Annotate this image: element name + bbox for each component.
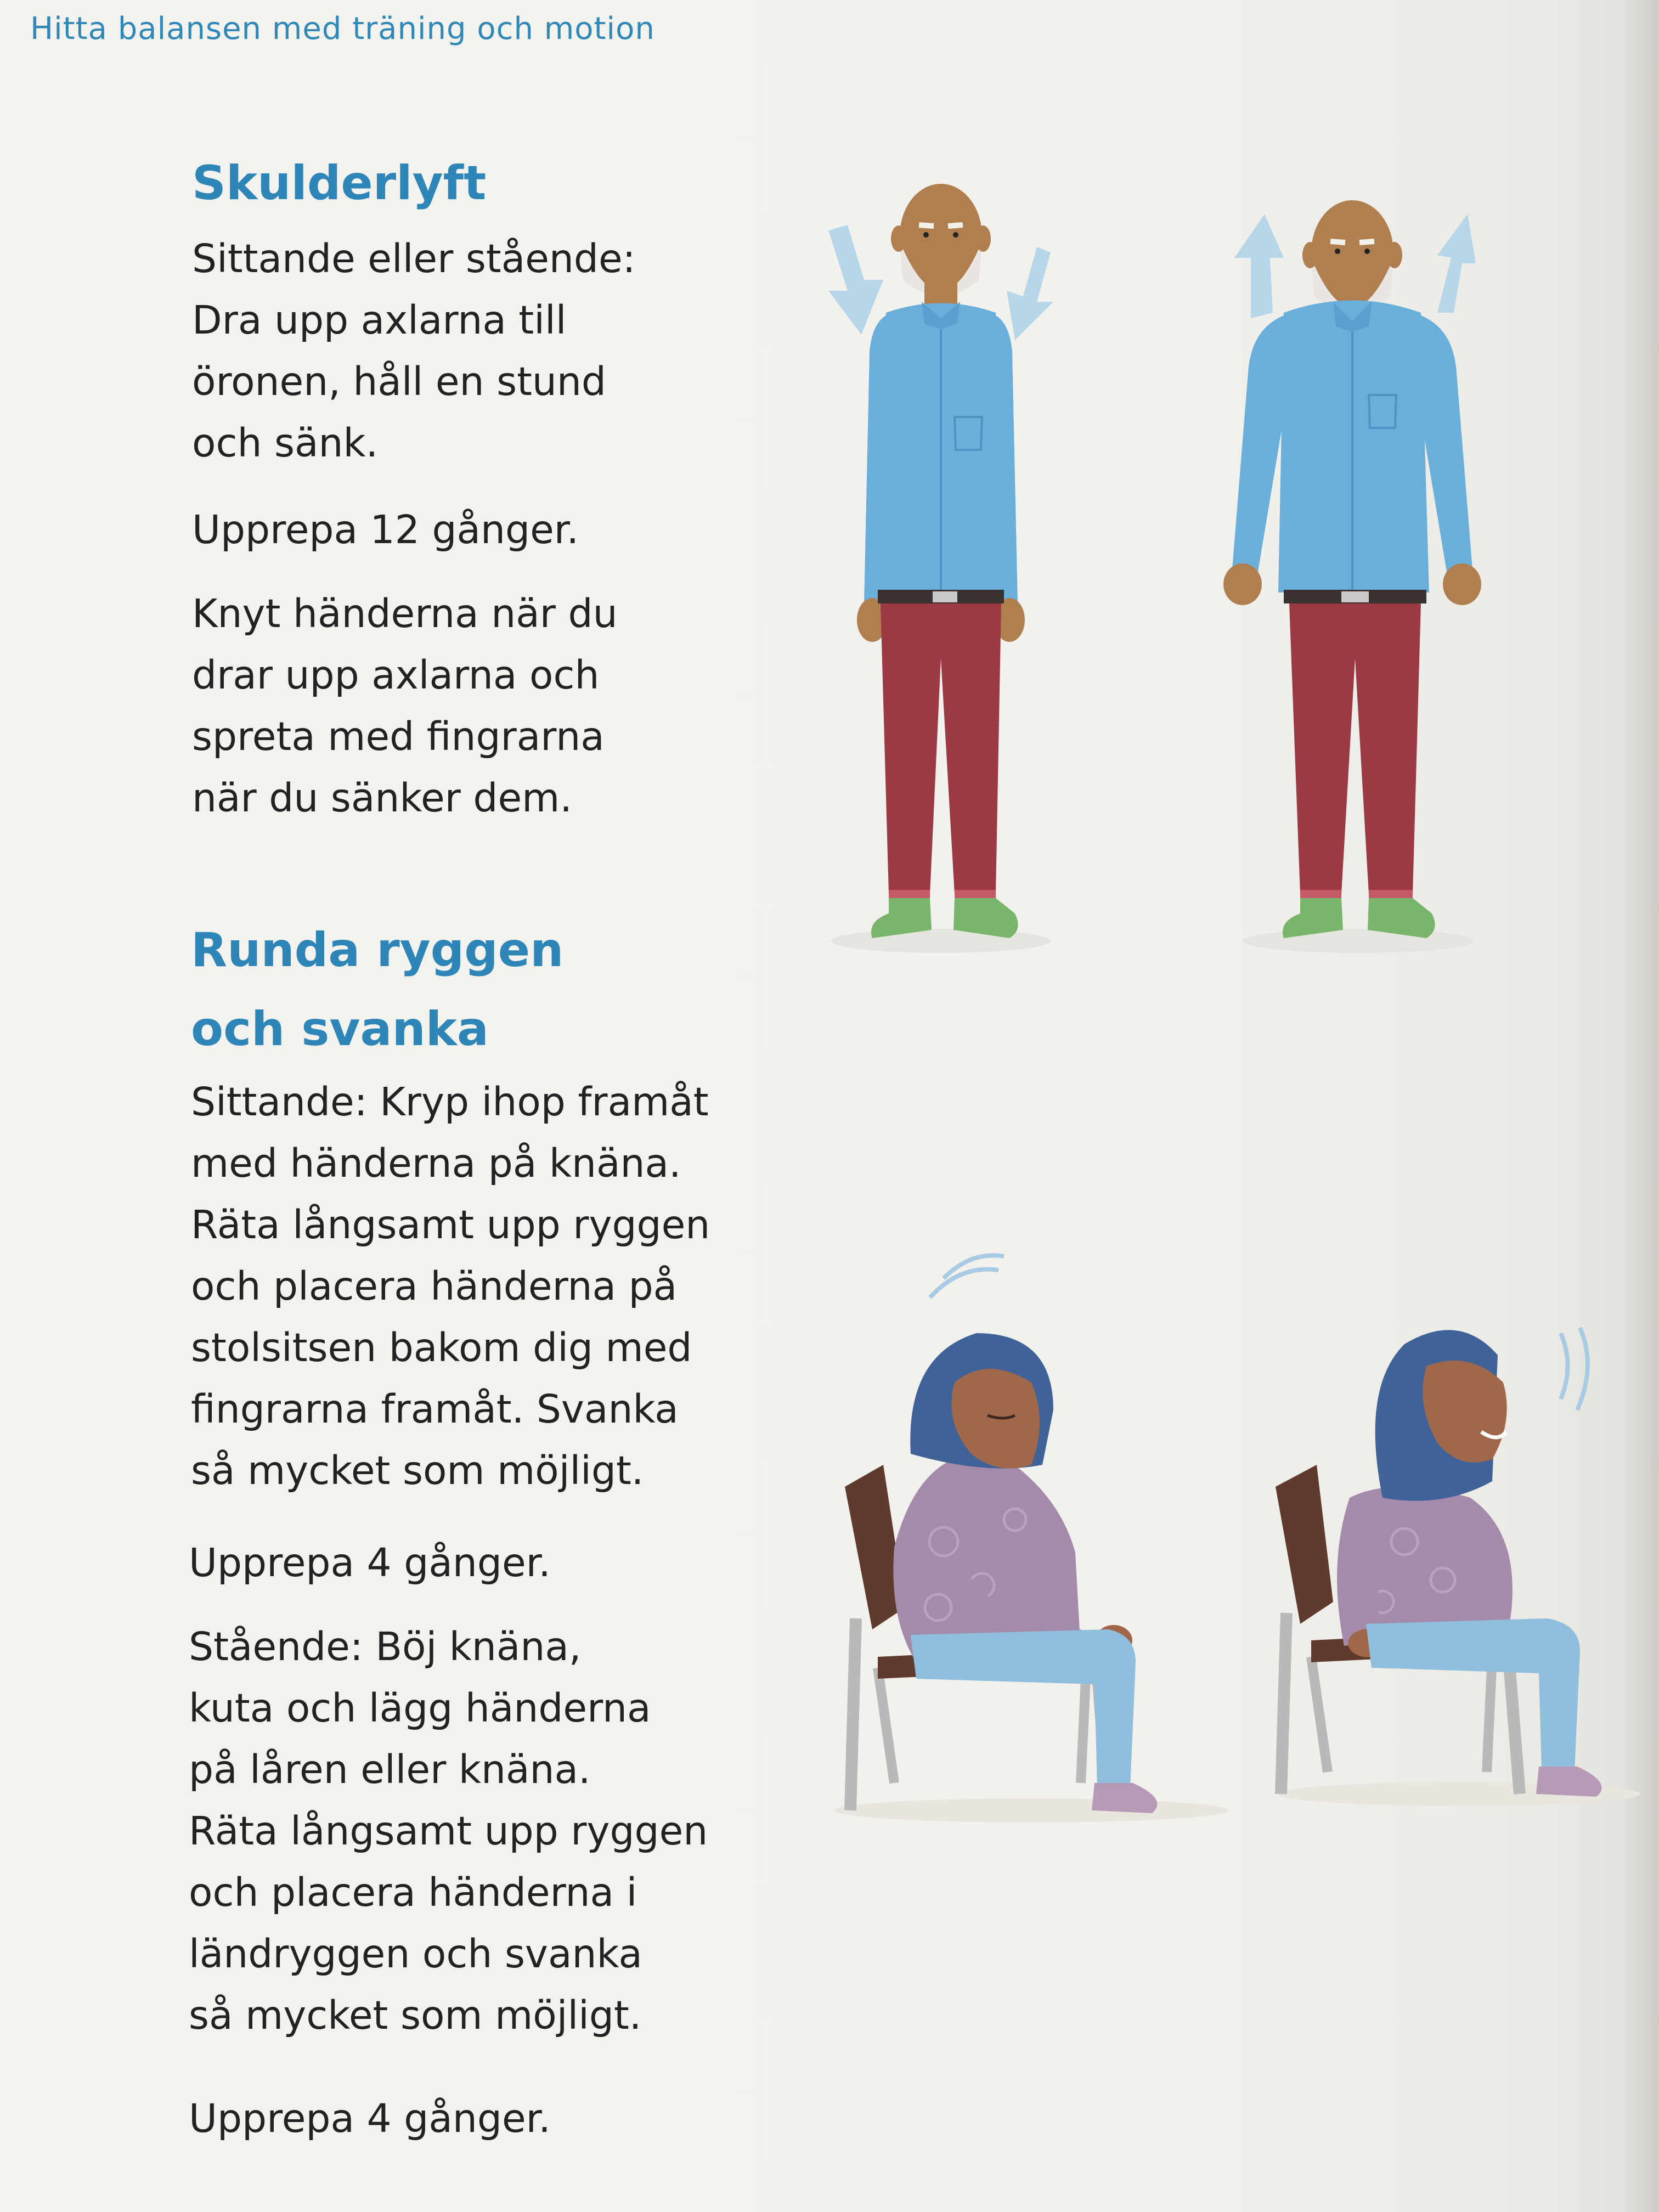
man-shoulders-down-icon bbox=[806, 165, 1092, 966]
instruction-paragraph: Stående: Böj knäna, kuta och lägg händerna på låren eller knäna. Räta långsamt upp ryggen och placera händerna i ländryggen och svanka så mycket som möjligt. bbox=[189, 1624, 708, 2038]
running-head: Hitta balansen med träning och motion bbox=[30, 11, 655, 47]
section-heading-runda-ryggen: Runda ryggen och svanka bbox=[191, 923, 564, 1057]
woman-rounded-back-seated-icon bbox=[823, 1234, 1240, 1827]
repeat-paragraph: Upprepa 4 gånger. bbox=[189, 1540, 551, 1585]
repeat-paragraph: Upprepa 12 gånger. bbox=[192, 507, 579, 552]
instruction-paragraph: Knyt händerna när du drar upp axlarna och spreta med fingrarna när du sänker dem. bbox=[192, 591, 618, 821]
woman-arched-back-seated-icon bbox=[1262, 1223, 1657, 1816]
section-heading-skulderlyft: Skulderlyft bbox=[192, 156, 487, 211]
man-shoulders-up-icon bbox=[1218, 176, 1503, 966]
page-edge-shadow bbox=[1621, 0, 1659, 2212]
instruction-paragraph: Sittande eller stående: Dra upp axlarna till öronen, håll en stund och sänk. bbox=[192, 236, 636, 466]
instruction-paragraph: Sittande: Kryp ihop framåt med händerna på knäna. Räta långsamt upp ryggen och placera händerna på stolsitsen bakom dig med fingrarna framåt. Svanka så mycket som möjligt. bbox=[191, 1079, 710, 1493]
repeat-paragraph: Upprepa 4 gånger. bbox=[189, 2096, 551, 2141]
